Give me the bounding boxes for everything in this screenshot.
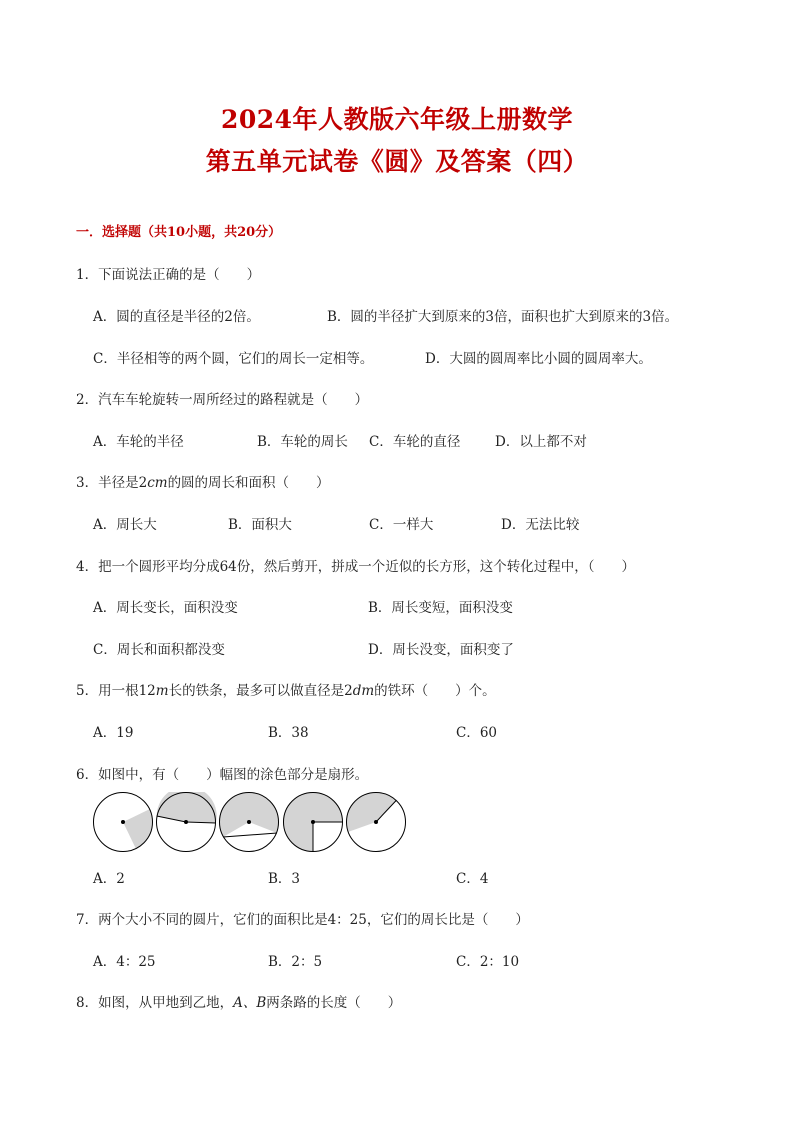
q5-option-c: C．60 bbox=[456, 725, 498, 741]
q1-option-a: A．圆的直径是半径的2倍。 bbox=[93, 309, 260, 325]
question-6: 6．如图中，有（ ）幅图的涂色部分是扇形。 bbox=[76, 767, 369, 783]
q4-option-b: B．周长变短，面积没变 bbox=[368, 600, 513, 616]
question-1: 1．下面说法正确的是（ ） bbox=[76, 267, 261, 283]
title-line-2: 第五单元试卷《圆》及答案（四） bbox=[205, 147, 589, 176]
q4-option-d: D．周长没变，面积变了 bbox=[368, 642, 514, 658]
circle-figure-3 bbox=[219, 792, 279, 851]
q5-option-b: B．38 bbox=[268, 725, 309, 741]
question-3: 3．半径是2cm的圆的周长和面积（ ） bbox=[76, 475, 330, 491]
sector-figures bbox=[93, 792, 411, 852]
q2-option-d: D．以上都不对 bbox=[495, 434, 587, 450]
question-4: 4．把一个圆形平均分成64份，然后剪开，拼成一个近似的长方形，这个转化过程中，（ ） bbox=[76, 559, 636, 575]
q7-option-b: B．2：5 bbox=[268, 954, 323, 970]
q5-option-a: A．19 bbox=[93, 725, 134, 741]
circle-figure-4 bbox=[283, 792, 343, 852]
q7-option-c: C．2：10 bbox=[456, 954, 520, 970]
q6-option-a: A．2 bbox=[93, 871, 125, 887]
q1-option-d: D．大圆的圆周率比小圆的圆周率大。 bbox=[425, 351, 652, 367]
question-5: 5．用一根12m长的铁条，最多可以做直径是2dm的铁环（ ）个。 bbox=[76, 683, 496, 699]
q3-option-d: D．无法比较 bbox=[501, 517, 580, 533]
title-line-1: 2024年人教版六年级上册数学 bbox=[220, 105, 574, 134]
circle-figure-5 bbox=[346, 792, 405, 851]
circle-figure-1 bbox=[94, 793, 153, 852]
section-heading: 一．选择题（共10小题，共20分） bbox=[76, 225, 282, 240]
question-8: 8．如图，从甲地到乙地，A、B两条路的长度（ ） bbox=[76, 995, 402, 1011]
q6-option-c: C．4 bbox=[456, 871, 489, 887]
q6-option-b: B．3 bbox=[268, 871, 301, 887]
q2-option-c: C．车轮的直径 bbox=[369, 434, 461, 450]
q3-option-c: C．一样大 bbox=[369, 517, 434, 533]
circle-figure-2 bbox=[157, 792, 217, 852]
q7-option-a: A．4：25 bbox=[93, 954, 156, 970]
q1-option-c: C．半径相等的两个圆，它们的周长一定相等。 bbox=[93, 351, 374, 367]
q3-option-b: B．面积大 bbox=[228, 517, 292, 533]
q2-option-b: B．车轮的周长 bbox=[257, 434, 348, 450]
question-7: 7．两个大小不同的圆片，它们的面积比是4：25，它们的周长比是（ ） bbox=[76, 912, 529, 928]
q2-option-a: A．车轮的半径 bbox=[93, 434, 184, 450]
question-2: 2．汽车车轮旋转一周所经过的路程就是（ ） bbox=[76, 392, 369, 408]
q4-option-c: C．周长和面积都没变 bbox=[93, 642, 225, 658]
q1-option-b: B．圆的半径扩大到原来的3倍，面积也扩大到原来的3倍。 bbox=[327, 309, 679, 325]
q3-option-a: A．周长大 bbox=[93, 517, 157, 533]
q4-option-a: A．周长变长，面积没变 bbox=[93, 600, 238, 616]
